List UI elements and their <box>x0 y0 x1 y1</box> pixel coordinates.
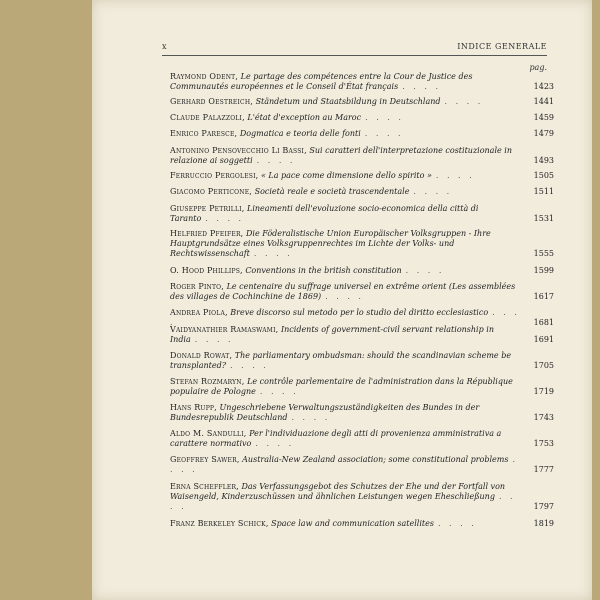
leader-dots: . . . . <box>205 214 245 223</box>
entry-page-number: 1743 <box>533 413 554 422</box>
leader-dots: . . . . <box>256 156 296 165</box>
entry-author: Roger Pinto, <box>170 282 225 291</box>
entry-title: Die Föderalistische Union Europäischer Volksgruppen - Ihre Hauptgrundsätze eines Volksgruppenrechtes im Lichte der Volks- und Rechtswissenschaft <box>170 229 491 258</box>
entry-page-number: 1705 <box>533 361 554 370</box>
pag-label: pag. <box>529 63 547 72</box>
entry-title: The parliamentary ombudsman: should the scandinavian scheme be transplanted? <box>170 351 512 370</box>
entry-page-number: 1441 <box>533 97 554 106</box>
entry-author: Franz Berkeley Schick, <box>170 519 269 528</box>
entry-author: Andrea Piola, <box>170 308 228 317</box>
entry-author: Stefan Rozmaryn, <box>170 377 245 386</box>
entry-text <box>170 351 520 371</box>
entry-title: Ständetum und Staatsbildung in Deutschland <box>255 97 441 106</box>
leader-dots: . . . . <box>402 82 441 91</box>
entry-page-number: 1691 <box>533 335 554 344</box>
index-entry <box>170 72 554 92</box>
entry-author: O. Hood Phillips, <box>170 266 243 275</box>
leader-dots: . . . . <box>259 387 299 396</box>
entry-page-number: 1599 <box>533 266 554 275</box>
entry-page-number: 1777 <box>533 465 554 474</box>
entry-page-number: 1423 <box>533 82 554 91</box>
entry-author: Enrico Paresce, <box>170 129 238 138</box>
entry-text <box>170 266 520 276</box>
leader-dots: . . . . <box>170 492 516 511</box>
entry-title: Le centenaire du suffrage universel en extrême orient (Les assemblées des villages de Cochinchine de 1869) <box>170 282 516 301</box>
entry-text <box>170 187 520 197</box>
entry-page-number: 1617 <box>533 292 554 301</box>
index-entry <box>170 266 554 276</box>
entry-page-number: 1459 <box>533 113 554 122</box>
entry-title: L'état d'exception au Maroc <box>247 113 362 122</box>
index-entry <box>170 282 554 302</box>
leader-dots: . . . . <box>437 519 477 528</box>
entry-text <box>170 282 520 302</box>
entry-text <box>170 519 520 529</box>
entry-title: Dogmatica e teoria delle fonti <box>239 129 361 138</box>
entry-title: Le partage des compétences entre la Cour de Justice des Communautés européennes et le Conseil d'État français <box>170 72 473 91</box>
index-entry <box>170 97 554 107</box>
entry-title: « La pace come dimensione dello spirito » <box>260 171 432 180</box>
entry-author: Donald Rowat, <box>170 351 233 360</box>
entry-author: Antonino Pensovecchio Li Bassi, <box>170 146 307 155</box>
entry-author: Claude Palazzoli, <box>170 113 245 122</box>
entry-text <box>170 72 520 92</box>
entry-author: Vaidyanathier Ramaswami, <box>170 325 279 334</box>
leader-dots: . . . . <box>194 335 234 344</box>
leader-dots: . . . . <box>255 439 295 448</box>
leader-dots: . . . . <box>170 455 519 474</box>
index-entry <box>170 429 554 449</box>
entry-text <box>170 403 520 423</box>
entry-author: Aldo M. Sandulli, <box>170 429 247 438</box>
entry-text <box>170 129 520 139</box>
entry-title: Breve discorso sul metodo per lo studio del diritto ecclesiastico <box>230 308 489 317</box>
entry-title: Ungeschriebene Verwaltungszuständigkeiten des Bundes in der Bundesrepublik Deutschland <box>170 403 480 422</box>
entry-author: Ferruccio Pergolesi, <box>170 171 259 180</box>
entry-title: Per l'individuazione degli atti di provenienza amministrativa a carattere normativo <box>170 429 502 448</box>
entry-page-number: 1555 <box>533 249 554 258</box>
entry-title: Società reale e società trascendentale <box>254 187 410 196</box>
entry-page-number: 1681 <box>533 318 554 327</box>
entry-author: Erna Scheffler, <box>170 482 239 491</box>
entry-title: Le contrôle parlementaire de l'administration dans la République populaire de Pologne <box>170 377 513 396</box>
leader-dots: . . . . <box>364 129 404 138</box>
entry-text <box>170 429 520 449</box>
leader-dots: . . . . <box>365 113 404 122</box>
entry-title: Australia-New Zealand association; some constitutional problems <box>242 455 509 464</box>
entry-title: Space law and communication satellites <box>271 519 434 528</box>
index-entry <box>170 351 554 371</box>
entry-text <box>170 204 520 224</box>
index-entry <box>170 403 554 423</box>
book-page <box>92 0 592 600</box>
leader-dots: . . . . <box>170 308 520 327</box>
entry-author: Raymond Odent, <box>170 72 239 81</box>
index-entry <box>170 146 554 166</box>
index-entry <box>170 325 554 345</box>
leader-dots: . . . . <box>253 249 293 258</box>
entry-page-number: 1719 <box>533 387 554 396</box>
entry-author: Gerhard Oestreich, <box>170 97 254 106</box>
entry-author: Helfried Pfeifer, <box>170 229 244 238</box>
header-rule <box>162 55 547 56</box>
leader-dots: . . . . <box>444 97 484 106</box>
index-entry <box>170 229 554 259</box>
running-title: INDICE GENERALE <box>457 42 547 51</box>
entry-page-number: 1511 <box>533 187 554 196</box>
index-entry <box>170 113 554 123</box>
entry-text <box>170 377 520 397</box>
leader-dots: . . . . <box>230 361 269 370</box>
leader-dots: . . . . <box>405 266 445 275</box>
entry-author: Giuseppe Petrilli, <box>170 204 245 213</box>
entry-text <box>170 229 520 259</box>
index-entry <box>170 455 554 475</box>
entry-text <box>170 325 520 345</box>
entry-text <box>170 482 520 512</box>
entry-page-number: 1753 <box>533 439 554 448</box>
entry-title: Conventions in the british constitution <box>245 266 402 275</box>
entry-page-number: 1479 <box>533 129 554 138</box>
index-entry <box>170 519 554 529</box>
index-entry <box>170 482 554 512</box>
entry-page-number: 1819 <box>533 519 554 528</box>
entry-title: Das Verfassungsgebot des Schutzes der Ehe und der Fortfall von Waisengeld, Kinderzuschüssen und ähnlichen Leistungen wegen Eheschließung <box>170 482 506 501</box>
leader-dots: . . . . <box>413 187 453 196</box>
leader-dots: . . . . <box>291 413 331 422</box>
index-entry <box>170 187 554 197</box>
entry-text <box>170 146 520 166</box>
entry-title: Incidents of government-civil servant relationship in India <box>170 325 494 344</box>
entry-text <box>170 455 520 475</box>
running-header <box>162 42 547 56</box>
leader-dots: . . . . <box>325 292 364 301</box>
entry-author: Geoffrey Sawer, <box>170 455 240 464</box>
entry-author: Giacomo Perticone, <box>170 187 253 196</box>
index-entry <box>170 377 554 397</box>
entry-page-number: 1797 <box>533 502 554 511</box>
entry-title: Sui caratteri dell'interpretazione costituzionale in relazione ai soggetti <box>170 146 512 165</box>
entry-text <box>170 113 520 123</box>
entry-title: Lineamenti dell'evoluzione socio-economica della città di Taranto <box>170 204 479 223</box>
entry-text <box>170 97 520 107</box>
index-entry <box>170 171 554 181</box>
entry-page-number: 1505 <box>533 171 554 180</box>
index-entry <box>170 129 554 139</box>
entry-page-number: 1531 <box>533 214 554 223</box>
index-entry <box>170 204 554 224</box>
entry-page-number: 1493 <box>533 156 554 165</box>
entry-text <box>170 171 520 181</box>
leader-dots: . . . . <box>435 171 475 180</box>
page-number: x <box>162 42 167 51</box>
entry-author: Hans Rupp, <box>170 403 217 412</box>
